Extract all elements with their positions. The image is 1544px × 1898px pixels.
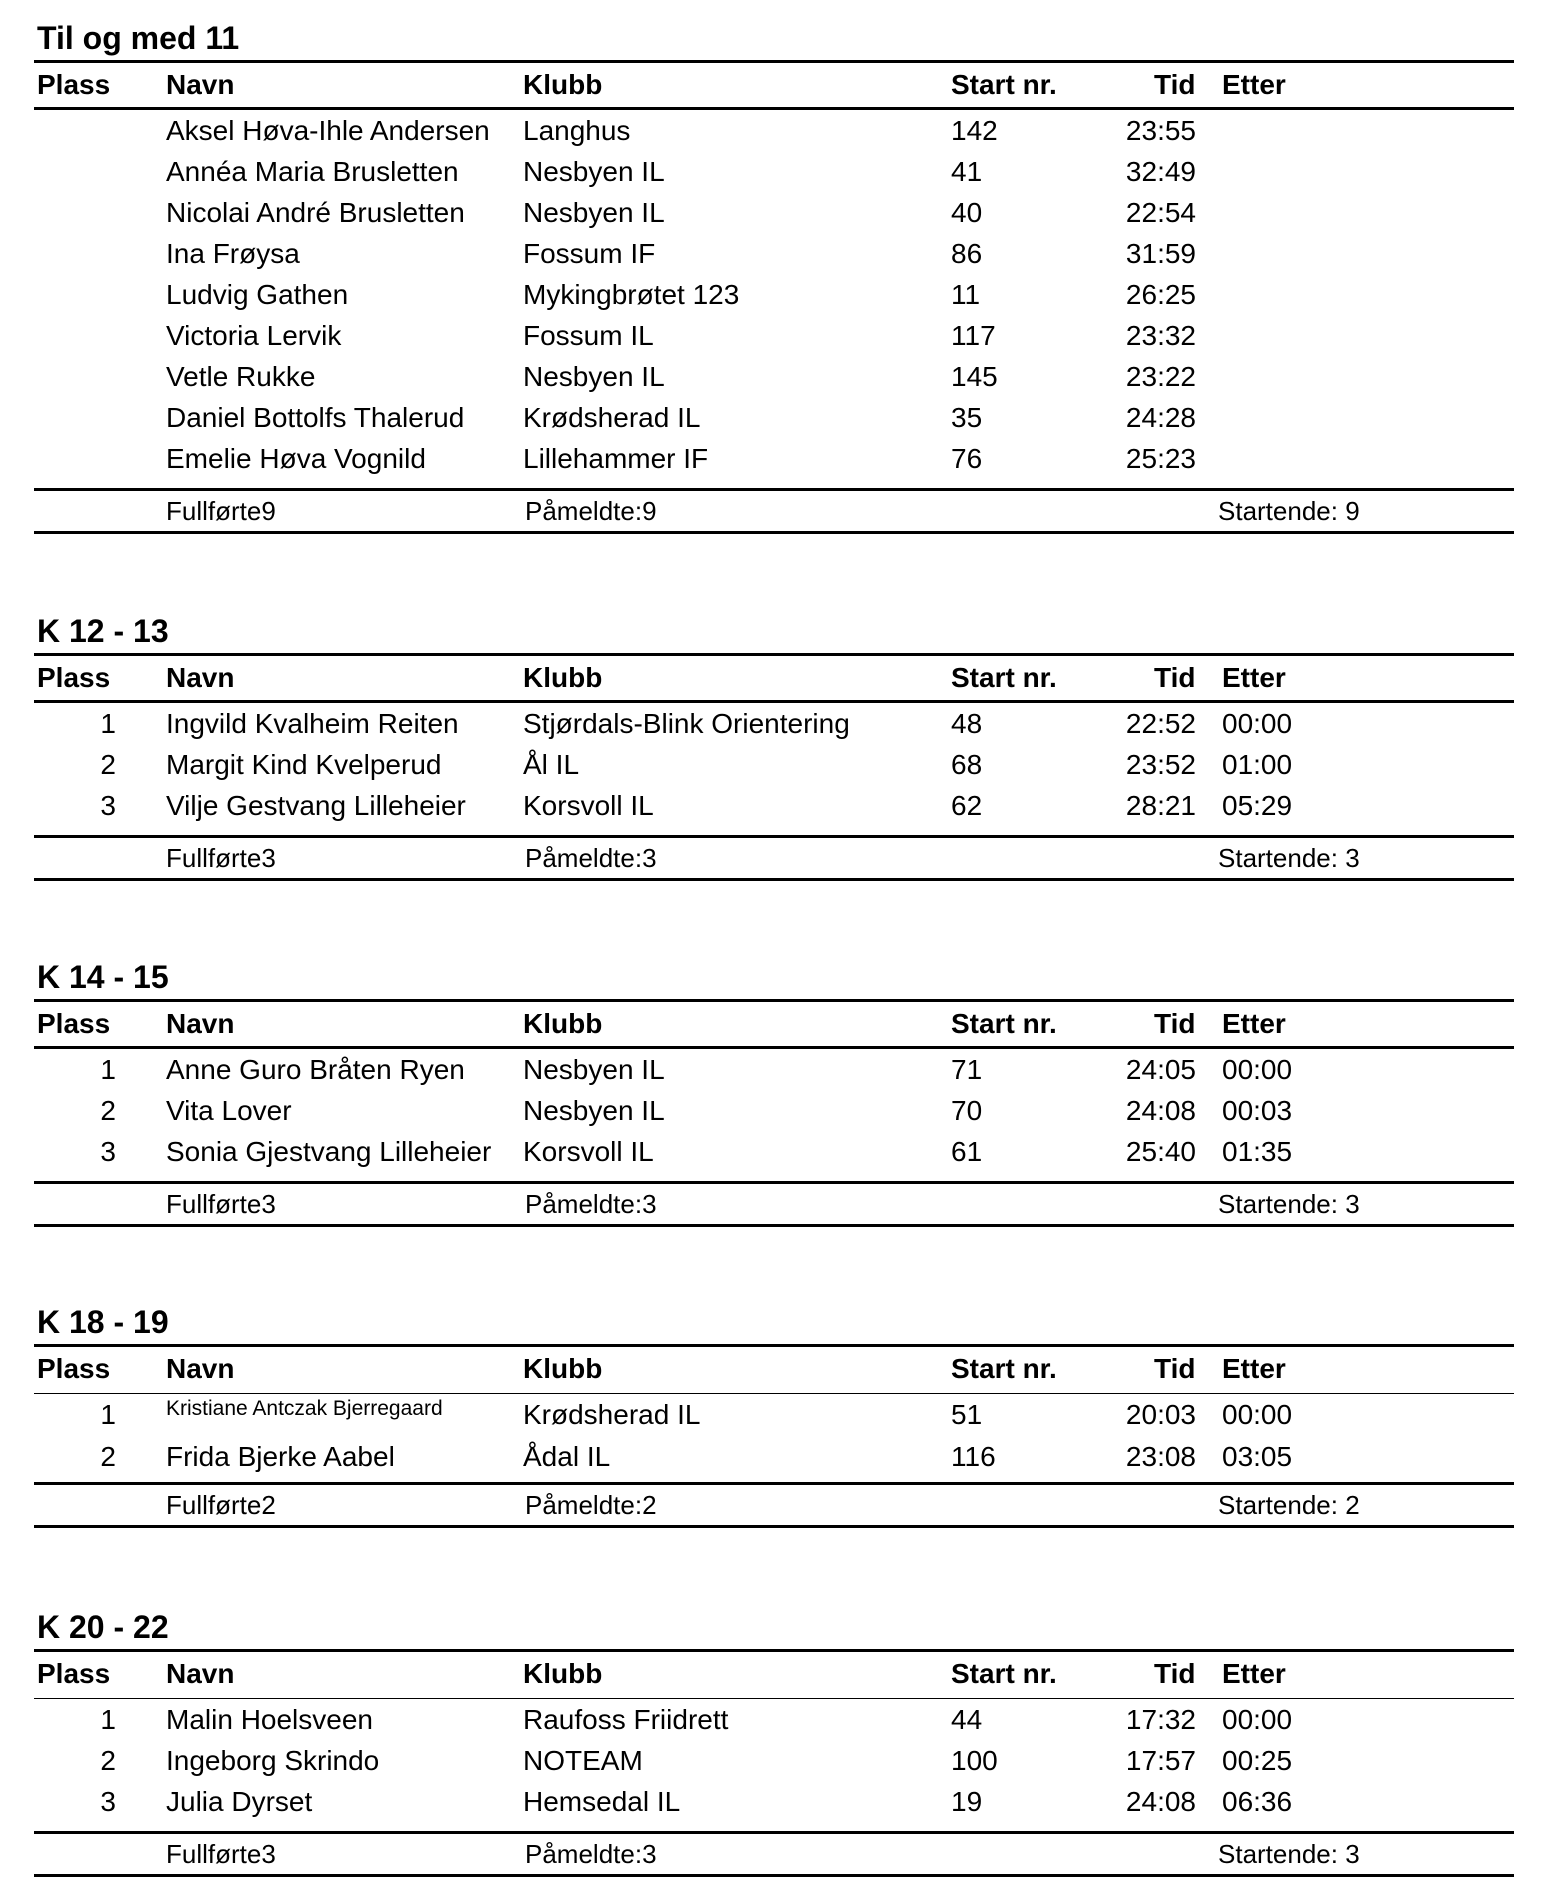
header-klubb: Klubb	[523, 1658, 603, 1689]
header-tid: Tid	[1154, 69, 1196, 100]
cell-klubb: Nesbyen IL	[523, 197, 665, 228]
header-etter: Etter	[1222, 69, 1286, 100]
cell-etter: 00:00	[1222, 1399, 1293, 1430]
column-header-row	[34, 1649, 1514, 1699]
section-footer	[34, 1181, 1514, 1227]
header-etter: Etter	[1222, 1008, 1286, 1039]
cell-klubb: Krødsherad IL	[523, 1399, 701, 1430]
cell-start-nr: 61	[951, 1136, 983, 1167]
cell-navn: Emelie Høva Vognild	[166, 443, 426, 474]
cell-navn: Victoria Lervik	[166, 320, 342, 351]
cell-plass: 1	[100, 1054, 116, 1085]
cell-navn: Vetle Rukke	[166, 361, 316, 392]
cell-navn: Ingeborg Skrindo	[166, 1745, 380, 1776]
header-start-nr: Start nr.	[951, 1353, 1057, 1384]
header-tid: Tid	[1154, 662, 1196, 693]
cell-start-nr: 44	[951, 1704, 983, 1735]
cell-tid: 23:32	[1125, 320, 1196, 351]
result-row	[34, 110, 1514, 151]
result-row	[34, 1090, 1514, 1131]
footer-startende: Startende: 3	[1218, 843, 1360, 873]
footer-startende: Startende: 9	[1218, 496, 1360, 526]
cell-tid: 24:05	[1125, 1054, 1196, 1085]
section-footer	[34, 1482, 1514, 1528]
cell-klubb: Nesbyen IL	[523, 156, 665, 187]
cell-klubb: Ådal IL	[523, 1441, 611, 1472]
cell-etter: 06:36	[1222, 1786, 1293, 1817]
cell-tid: 17:57	[1125, 1745, 1196, 1776]
result-row	[34, 356, 1514, 397]
cell-tid: 24:08	[1125, 1786, 1196, 1817]
cell-start-nr: 100	[951, 1745, 998, 1776]
header-start-nr: Start nr.	[951, 69, 1057, 100]
cell-plass: 1	[100, 1399, 116, 1430]
cell-navn: Frida Bjerke Aabel	[166, 1441, 395, 1472]
cell-klubb: Ål IL	[523, 749, 580, 780]
footer-pameldte: Påmeldte:2	[525, 1490, 657, 1520]
cell-navn: Ludvig Gathen	[166, 279, 349, 310]
header-navn: Navn	[166, 69, 235, 100]
header-navn: Navn	[166, 662, 235, 693]
cell-navn: Ingvild Kvalheim Reiten	[166, 708, 459, 739]
cell-tid: 22:54	[1125, 197, 1196, 228]
cell-start-nr: 86	[951, 238, 983, 269]
section-title: K 18 - 19	[37, 1304, 169, 1340]
cell-plass: 1	[100, 708, 116, 739]
column-header-row	[34, 999, 1514, 1049]
cell-plass: 2	[100, 1095, 116, 1126]
cell-tid: 24:08	[1125, 1095, 1196, 1126]
cell-klubb: NOTEAM	[523, 1745, 643, 1776]
cell-start-nr: 142	[951, 115, 998, 146]
footer-fullforte: Fullførte3	[166, 843, 276, 873]
footer-fullforte: Fullførte9	[166, 496, 276, 526]
footer-fullforte: Fullførte2	[166, 1490, 276, 1520]
section-footer	[34, 488, 1514, 534]
result-row	[34, 315, 1514, 356]
cell-plass: 3	[100, 790, 116, 821]
section-title: K 14 - 15	[37, 959, 169, 995]
result-row	[34, 192, 1514, 233]
footer-pameldte: Påmeldte:3	[525, 1839, 657, 1869]
section-title: K 12 - 13	[37, 613, 169, 649]
cell-tid: 31:59	[1125, 238, 1196, 269]
cell-tid: 17:32	[1125, 1704, 1196, 1735]
header-plass: Plass	[37, 1658, 111, 1689]
cell-tid: 28:21	[1125, 790, 1196, 821]
result-row	[34, 274, 1514, 315]
header-plass: Plass	[37, 1353, 111, 1384]
cell-plass: 2	[100, 749, 116, 780]
result-row	[34, 397, 1514, 438]
cell-etter: 01:00	[1222, 749, 1293, 780]
result-row	[34, 703, 1514, 744]
column-header-row	[34, 60, 1514, 110]
cell-etter: 00:25	[1222, 1745, 1293, 1776]
cell-klubb: Stjørdals-Blink Orientering	[523, 708, 850, 739]
cell-start-nr: 41	[951, 156, 983, 187]
cell-start-nr: 51	[951, 1399, 983, 1430]
header-etter: Etter	[1222, 1658, 1286, 1689]
header-tid: Tid	[1154, 1353, 1196, 1384]
header-klubb: Klubb	[523, 1353, 603, 1384]
footer-fullforte: Fullførte3	[166, 1839, 276, 1869]
header-start-nr: Start nr.	[951, 662, 1057, 693]
cell-navn: Margit Kind Kvelperud	[166, 749, 442, 780]
header-navn: Navn	[166, 1658, 235, 1689]
cell-tid: 25:40	[1125, 1136, 1196, 1167]
result-row	[34, 785, 1514, 826]
header-etter: Etter	[1222, 662, 1286, 693]
column-header-row	[34, 653, 1514, 703]
cell-start-nr: 62	[951, 790, 983, 821]
result-row	[34, 1131, 1514, 1172]
cell-etter: 03:05	[1222, 1441, 1293, 1472]
footer-startende: Startende: 2	[1218, 1490, 1360, 1520]
cell-etter: 01:35	[1222, 1136, 1293, 1167]
section-title: Til og med 11	[37, 20, 240, 56]
cell-tid: 20:03	[1125, 1399, 1196, 1430]
result-row	[34, 1740, 1514, 1781]
footer-pameldte: Påmeldte:3	[525, 843, 657, 873]
cell-navn: Malin Hoelsveen	[166, 1704, 373, 1735]
header-tid: Tid	[1154, 1658, 1196, 1689]
cell-plass: 2	[100, 1745, 116, 1776]
cell-etter: 00:03	[1222, 1095, 1293, 1126]
cell-start-nr: 117	[951, 320, 996, 351]
cell-plass: 2	[100, 1441, 116, 1472]
cell-klubb: Nesbyen IL	[523, 1054, 665, 1085]
result-row	[34, 1699, 1514, 1740]
cell-start-nr: 116	[951, 1441, 996, 1472]
cell-start-nr: 48	[951, 708, 983, 739]
cell-start-nr: 76	[951, 443, 983, 474]
cell-tid: 23:22	[1125, 361, 1196, 392]
cell-start-nr: 11	[951, 279, 981, 310]
cell-etter: 05:29	[1222, 790, 1293, 821]
cell-tid: 24:28	[1125, 402, 1196, 433]
cell-klubb: Nesbyen IL	[523, 1095, 665, 1126]
cell-klubb: Korsvoll IL	[523, 790, 654, 821]
cell-etter: 00:00	[1222, 1054, 1293, 1085]
header-klubb: Klubb	[523, 1008, 603, 1039]
cell-plass: 3	[100, 1136, 116, 1167]
cell-tid: 26:25	[1125, 279, 1196, 310]
cell-start-nr: 71	[951, 1054, 983, 1085]
cell-klubb: Krødsherad IL	[523, 402, 701, 433]
cell-navn: Annéa Maria Brusletten	[166, 156, 459, 187]
footer-pameldte: Påmeldte:3	[525, 1189, 657, 1219]
cell-klubb: Korsvoll IL	[523, 1136, 654, 1167]
cell-klubb: Langhus	[523, 115, 631, 146]
cell-klubb: Hemsedal IL	[523, 1786, 681, 1817]
section-footer	[34, 835, 1514, 881]
cell-start-nr: 145	[951, 361, 998, 392]
cell-navn: Nicolai André Brusletten	[166, 197, 465, 228]
cell-start-nr: 35	[951, 402, 983, 433]
cell-navn: Anne Guro Bråten Ryen	[166, 1054, 465, 1085]
footer-startende: Startende: 3	[1218, 1839, 1360, 1869]
cell-klubb: Fossum IL	[523, 320, 654, 351]
header-plass: Plass	[37, 662, 111, 693]
cell-navn: Vita Lover	[166, 1095, 292, 1126]
cell-klubb: Raufoss Friidrett	[523, 1704, 729, 1735]
header-navn: Navn	[166, 1008, 235, 1039]
cell-etter: 00:00	[1222, 708, 1293, 739]
cell-navn: Sonia Gjestvang Lilleheier	[166, 1136, 492, 1167]
result-row	[34, 233, 1514, 274]
cell-klubb: Lillehammer IF	[523, 443, 709, 474]
cell-tid: 22:52	[1125, 708, 1196, 739]
result-row	[34, 1436, 1514, 1477]
cell-navn: Aksel Høva-Ihle Andersen	[166, 115, 490, 146]
section-title: K 20 - 22	[37, 1609, 169, 1645]
header-navn: Navn	[166, 1353, 235, 1384]
header-plass: Plass	[37, 69, 111, 100]
header-etter: Etter	[1222, 1353, 1286, 1384]
header-klubb: Klubb	[523, 69, 603, 100]
cell-start-nr: 40	[951, 197, 983, 228]
footer-startende: Startende: 3	[1218, 1189, 1360, 1219]
cell-tid: 23:52	[1125, 749, 1196, 780]
column-header-row	[34, 1344, 1514, 1394]
cell-tid: 25:23	[1125, 443, 1196, 474]
cell-tid: 32:49	[1125, 156, 1196, 187]
header-start-nr: Start nr.	[951, 1658, 1057, 1689]
result-row	[34, 151, 1514, 192]
result-row	[34, 1781, 1514, 1822]
header-tid: Tid	[1154, 1008, 1196, 1039]
cell-start-nr: 19	[951, 1786, 983, 1817]
header-klubb: Klubb	[523, 662, 603, 693]
cell-plass: 1	[100, 1704, 116, 1735]
footer-fullforte: Fullførte3	[166, 1189, 276, 1219]
cell-klubb: Mykingbrøtet 123	[523, 279, 740, 310]
cell-navn: Ina Frøysa	[166, 238, 300, 269]
cell-tid: 23:08	[1125, 1441, 1196, 1472]
result-row	[34, 744, 1514, 785]
header-plass: Plass	[37, 1008, 111, 1039]
cell-tid: 23:55	[1125, 115, 1196, 146]
footer-pameldte: Påmeldte:9	[525, 496, 657, 526]
result-row	[34, 438, 1514, 479]
cell-klubb: Fossum IF	[523, 238, 656, 269]
cell-start-nr: 68	[951, 749, 983, 780]
cell-navn: Vilje Gestvang Lilleheier	[166, 790, 466, 821]
cell-start-nr: 70	[951, 1095, 983, 1126]
result-row	[34, 1049, 1514, 1090]
cell-etter: 00:00	[1222, 1704, 1293, 1735]
cell-navn: Kristiane Antczak Bjerregaard	[166, 1397, 443, 1420]
result-row	[34, 1394, 1514, 1435]
cell-plass: 3	[100, 1786, 116, 1817]
section-footer	[34, 1831, 1514, 1877]
cell-klubb: Nesbyen IL	[523, 361, 665, 392]
header-start-nr: Start nr.	[951, 1008, 1057, 1039]
cell-navn: Daniel Bottolfs Thalerud	[166, 402, 465, 433]
cell-navn: Julia Dyrset	[166, 1786, 313, 1817]
